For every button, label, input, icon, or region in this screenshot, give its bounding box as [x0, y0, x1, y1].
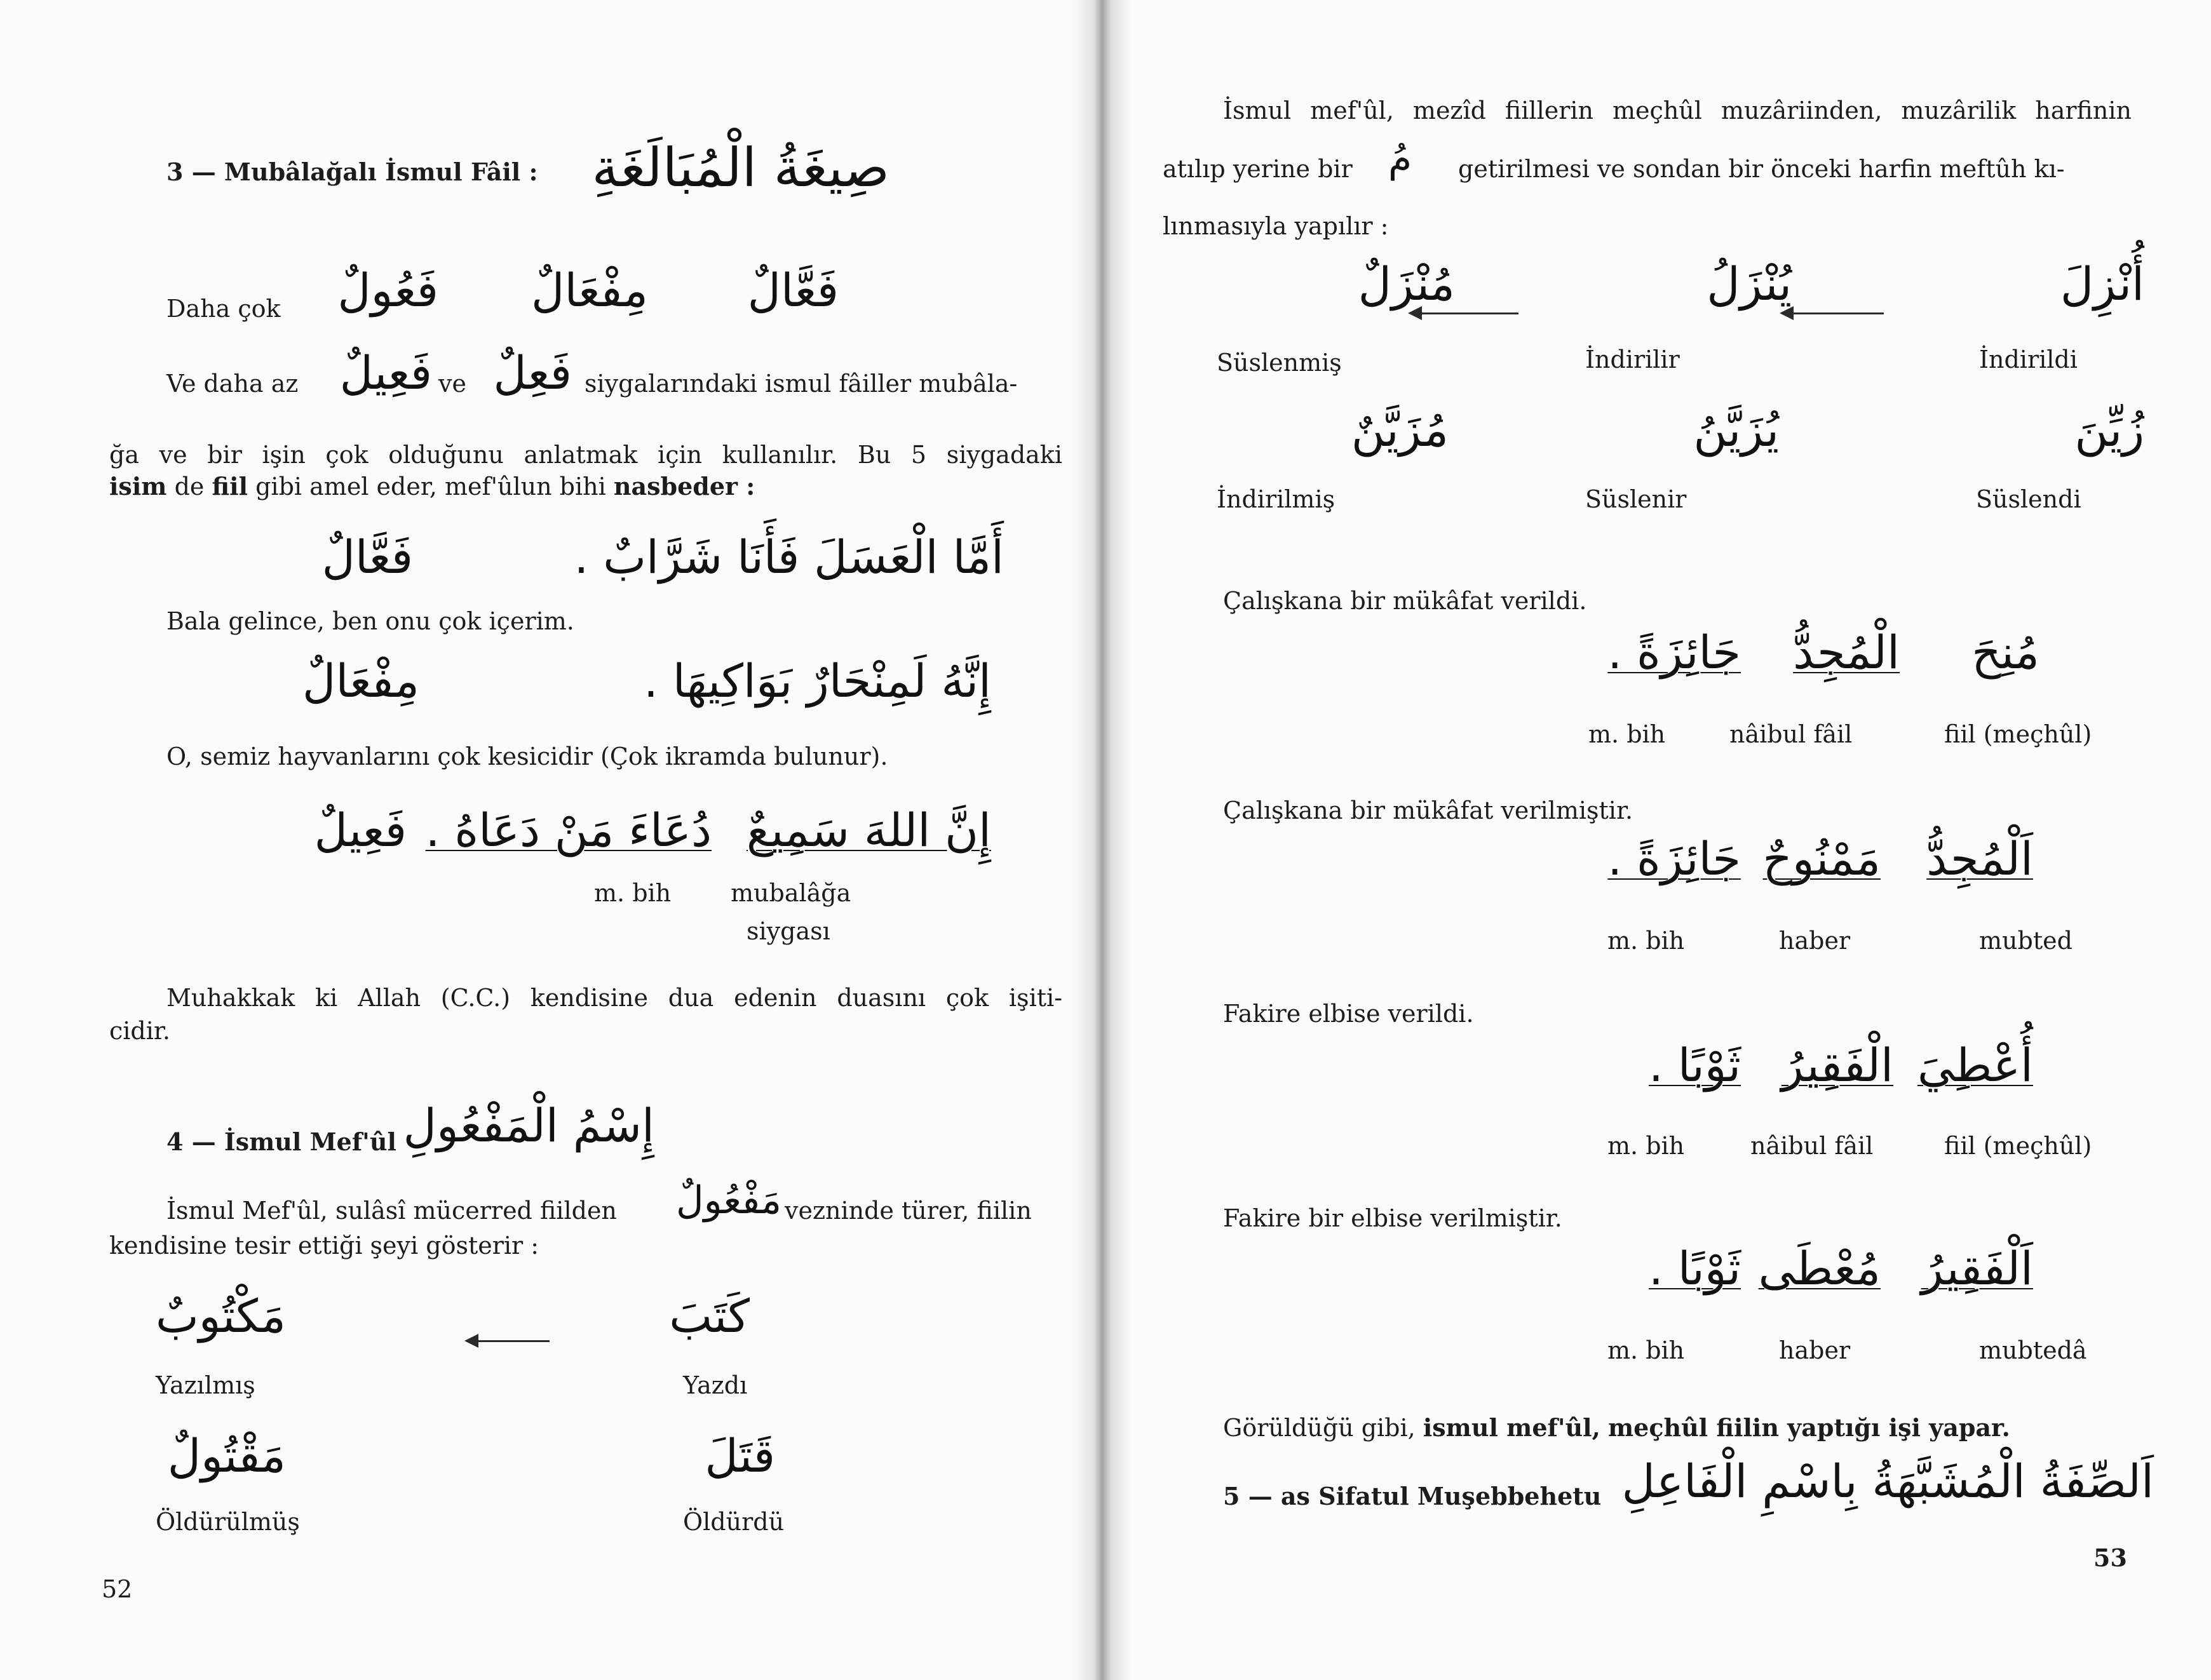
row2-label-2: Süslenir: [1585, 485, 1687, 513]
section-4-dash: —: [191, 1127, 216, 1156]
intro-line2-before: atılıp yerine bir: [1163, 155, 1353, 183]
row1-arabic-1: أُنْزِلَ: [2060, 257, 2144, 311]
s3-arabic-3: ثَوْبًا .: [1649, 1038, 1741, 1092]
s1-arabic-2: الْمُجِدُّ: [1793, 626, 1900, 679]
conclusion: [1223, 1411, 2010, 1444]
section-3-title: Mubâlağalı İsmul Fâil :: [224, 158, 538, 186]
para2-line2: kendisine tesir ettiği şeyi gösterir :: [109, 1232, 539, 1260]
translation3-line1: Muhakkak ki Allah (C.C.) kendisine dua edenin duasını çok işiti-: [166, 984, 1062, 1012]
daha-az-suffix: siygalarındaki ismul fâiller mubâla-: [585, 370, 1018, 398]
ex3-label-mbih: m. bih: [594, 879, 672, 907]
s1-arabic-1: مُنِحَ: [1971, 626, 2039, 679]
ex3-arabic-a: إِنَّ اللهَ سَمِيعٌ: [746, 803, 991, 857]
para1-w3: fiil: [212, 472, 248, 501]
s2-text: Çalışkana bir mükâfat verilmiştir.: [1223, 796, 1633, 824]
form-fail: فَعِيلٌ: [339, 346, 432, 400]
daha-cok-label: Daha çok: [166, 295, 281, 323]
section-4-arabic: إِسْمُ الْمَفْعُولِ: [403, 1099, 654, 1152]
para1-w1: isim: [109, 472, 167, 501]
section-5-dash: —: [1248, 1482, 1273, 1510]
book-gutter: [1074, 0, 1131, 1680]
row1-label-3: Süslenmiş: [1217, 349, 1342, 377]
s2-label-3: m. bih: [1607, 927, 1685, 955]
section-3-number: 3: [166, 158, 184, 186]
intro-line3: lınmasıyla yapılır :: [1163, 212, 1389, 240]
arrow-left-icon: [467, 1340, 550, 1342]
para1-w5: nasbeder :: [613, 472, 755, 501]
translation3-line2: cidir.: [109, 1017, 170, 1045]
section-3-arabic: صِيغَةُ الْمُبَالَغَةِ: [592, 137, 889, 199]
row1-label-2: İndirilir: [1585, 346, 1680, 373]
section-5-number: 5: [1223, 1482, 1240, 1510]
form-fail-short: فَعِلٌ: [493, 346, 572, 400]
section-4-title: İsmul Mef'ûl: [224, 1127, 396, 1156]
s2-arabic-1: اَلْمُجِدُّ: [1926, 832, 2033, 885]
page-number-right: 53: [2093, 1543, 2127, 1572]
para1-line2: [109, 470, 755, 503]
pair1-label-left: Yazılmış: [156, 1371, 255, 1399]
s3-label-1: fiil (meçhûl): [1944, 1132, 2092, 1160]
pair2-arabic-left: مَقْتُولٌ: [167, 1429, 286, 1482]
section-4-heading: [166, 1126, 396, 1159]
para2-arabic: مَفْعُولٌ: [675, 1178, 781, 1223]
s4-label-1: mubtedâ: [1979, 1336, 2087, 1364]
conclusion-w2: ismul mef'ûl,: [1423, 1413, 1600, 1442]
pair1-arabic-right: كَتَبَ: [669, 1289, 750, 1343]
section-4-number: 4: [166, 1127, 184, 1156]
ex2-form: مِفْعَالٌ: [302, 654, 419, 708]
arrow-left-icon: [1410, 312, 1518, 314]
arrow-left-icon: [1782, 312, 1884, 314]
pair2-label-right: Öldürdü: [683, 1508, 785, 1536]
page-number-left: 52: [102, 1575, 133, 1603]
para1-w4: gibi amel eder, mef'ûlun bihi: [255, 473, 606, 501]
intro-line2-arabic: مُ: [1388, 137, 1412, 181]
ex1-translation: Bala gelince, ben onu çok içerim.: [166, 607, 574, 635]
row1-arabic-3: مُنْزَلٌ: [1358, 257, 1455, 311]
section-5-heading: [1223, 1480, 1601, 1513]
row1-arabic-2: يُنْزَلُ: [1707, 257, 1792, 311]
intro-line2-after: getirilmesi ve sondan bir önceki harfin meftûh kı-: [1458, 155, 2065, 183]
s2-arabic-2: مَمْنُوحٌ: [1762, 832, 1881, 885]
ex3-arabic-b: دُعَاءَ مَنْ دَعَاهُ .: [425, 803, 712, 857]
form-fuul: فَعُولٌ: [337, 264, 438, 317]
row2-arabic-1: زُيِّنَ: [2074, 403, 2144, 457]
pair2-arabic-right: قَتَلَ: [705, 1429, 775, 1482]
s4-arabic-3: ثَوْبًا .: [1649, 1242, 1741, 1295]
s2-label-1: mubted: [1979, 927, 2072, 955]
form-mifal: مِفْعَالٌ: [531, 264, 648, 317]
pair1-label-right: Yazdı: [683, 1371, 748, 1399]
ex1-arabic: أَمَّا الْعَسَلَ فَأَنَا شَرَّابٌ .: [574, 530, 1004, 584]
para1-line1: ğa ve bir işin çok olduğunu anlatmak için kullanılır. Bu 5 siygadaki: [109, 441, 1062, 469]
ex3-label-siygasi: siygası: [747, 917, 830, 945]
ex1-form: فَعَّالٌ: [321, 530, 413, 584]
section-3-heading: [166, 156, 538, 189]
para2-after: vezninde türer, fiilin: [785, 1197, 1032, 1225]
left-page: [0, 0, 1093, 1680]
para2-before: İsmul Mef'ûl, sulâsî mücerred fiilden: [166, 1197, 617, 1225]
daha-az-prefix: Ve daha az: [166, 370, 299, 398]
pair2-label-left: Öldürülmüş: [156, 1508, 300, 1536]
s1-label-3: m. bih: [1588, 720, 1666, 748]
s4-arabic-1: اَلْفَقِيرُ: [1921, 1242, 2033, 1295]
s4-label-2: haber: [1779, 1336, 1851, 1364]
s1-label-2: nâibul fâil: [1729, 720, 1853, 748]
section-5-arabic: اَلصِّفَةُ الْمُشَبَّهَةُ بِاسْمِ الْفَاعِلِ: [1621, 1455, 2154, 1508]
row2-arabic-2: يُزَيَّنُ: [1693, 403, 1779, 457]
ex2-arabic: إِنَّهُ لَمِنْحَارٌ بَوَاكِيهَا .: [643, 654, 991, 708]
s3-text: Fakire elbise verildi.: [1223, 1000, 1474, 1028]
ex3-label-mubalaga: mubalâğa: [731, 879, 851, 907]
s3-label-2: nâibul fâil: [1750, 1132, 1874, 1160]
s4-arabic-2: مُعْطَى: [1758, 1242, 1881, 1295]
conclusion-w3: meçhûl fiilin yaptığı işi yapar.: [1607, 1413, 2010, 1442]
form-fa-al: فَعَّالٌ: [747, 264, 839, 317]
ex2-translation: O, semiz hayvanlarını çok kesicidir (Çok ikramda bulunur).: [166, 743, 888, 770]
s3-label-3: m. bih: [1607, 1132, 1685, 1160]
s3-arabic-2: الْفَقِيرُ: [1781, 1038, 1893, 1092]
s2-label-2: haber: [1779, 927, 1851, 955]
s1-arabic-3: جَائِزَةً .: [1607, 626, 1741, 679]
s4-text: Fakire bir elbise verilmiştir.: [1223, 1204, 1562, 1232]
conclusion-w1: Görüldüğü gibi,: [1223, 1414, 1416, 1442]
right-page: [1093, 0, 2211, 1680]
section-5-title: as Sifatul Muşebbehetu: [1280, 1482, 1602, 1510]
row2-label-1: Süslendi: [1976, 485, 2081, 513]
s1-label-1: fiil (meçhûl): [1944, 720, 2092, 748]
row2-arabic-3: مُزَيَّنٌ: [1351, 403, 1449, 457]
pair1-arabic-left: مَكْتُوبٌ: [155, 1289, 286, 1343]
s1-text: Çalışkana bir mükâfat verildi.: [1223, 587, 1587, 615]
s4-label-3: m. bih: [1607, 1336, 1685, 1364]
row2-label-3: İndirilmiş: [1217, 485, 1335, 513]
s2-arabic-3: جَائِزَةً .: [1607, 832, 1741, 885]
section-3-dash: —: [191, 158, 216, 186]
ex3-form: فَعِيلٌ: [314, 803, 407, 857]
s3-arabic-1: أُعْطِيَ: [1917, 1038, 2033, 1092]
para1-w2: de: [174, 473, 205, 501]
ve-conjunction: ve: [438, 370, 466, 398]
row1-label-1: İndirildi: [1979, 346, 2078, 373]
intro-line1: İsmul mef'ûl, mezîd fiillerin meçhûl muzâriinden, muzârilik harfinin: [1223, 97, 2132, 124]
